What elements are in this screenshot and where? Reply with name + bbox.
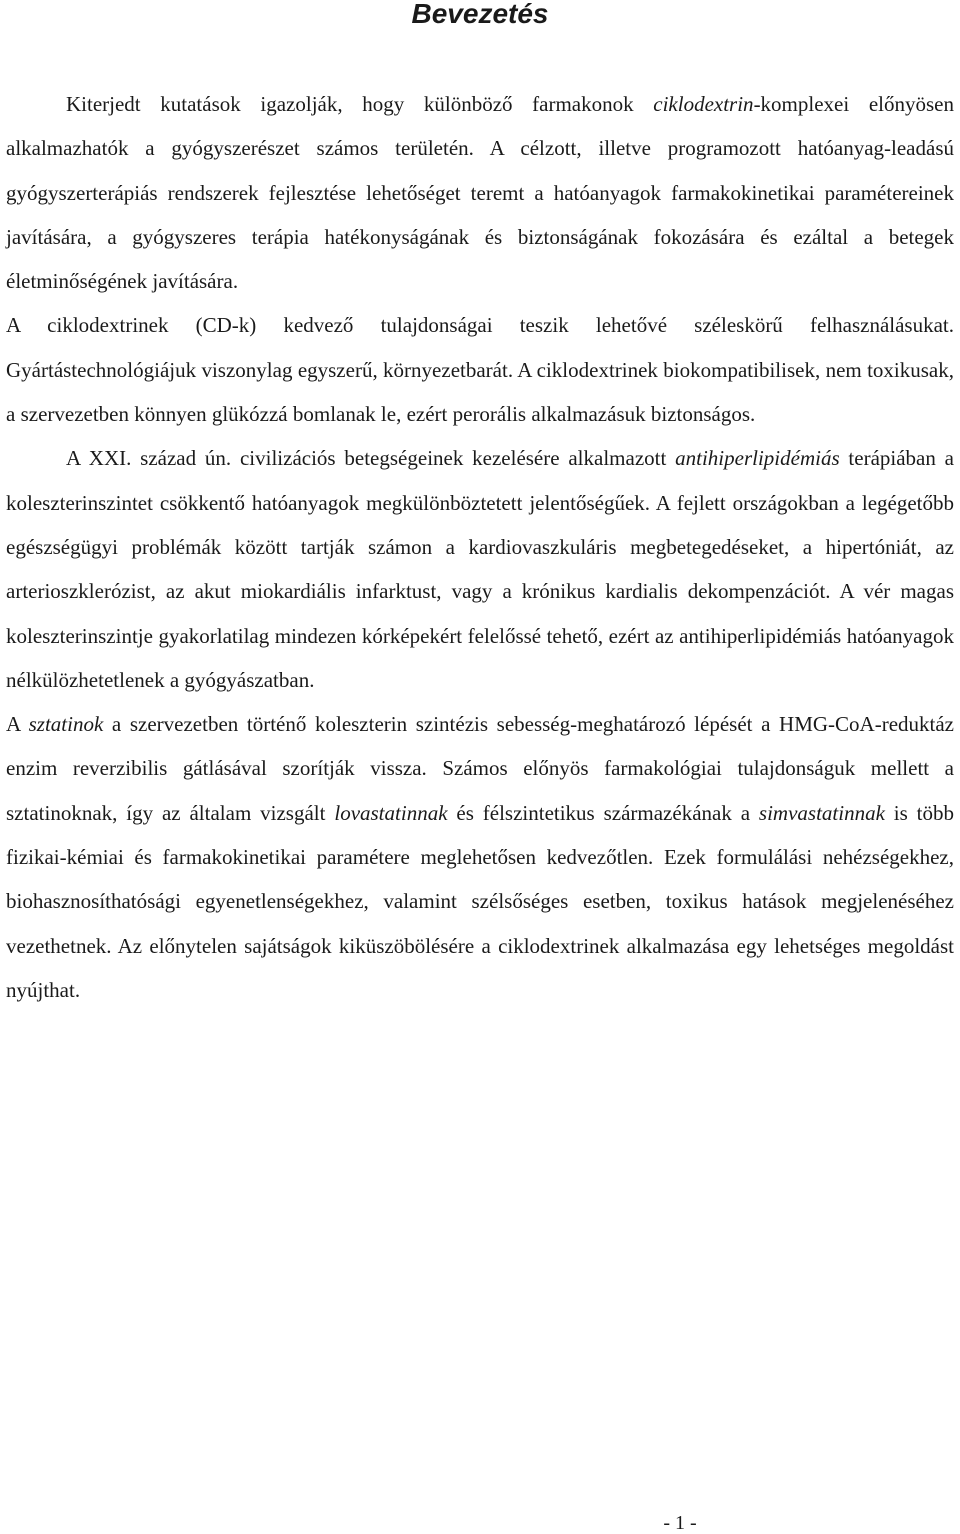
paragraph-1 (6, 82, 954, 303)
text-segment: és félszintetikus származékának a (447, 800, 759, 825)
text-segment-italic: antihiperlipidémiás (675, 446, 840, 471)
page-number: - 1 - (663, 1512, 697, 1534)
text-segment: A ciklodextrinek (CD-k) kedvező tulajdonságai teszik lehetővé széleskörű felhasználásukat. Gyártástechnológiájuk viszonylag egyszerű, környezetbarát. A ciklodextrinek biokompatibilisek, nem toxikusak, a szervezetben könnyen glükózzá bomlanak le, ezért perorális alkalmazásuk biztonságos. (6, 313, 954, 427)
page-title: Bevezetés (411, 0, 549, 29)
text-segment: terápiában a koleszterinszintet csökkentő hatóanyagok megkülönböztetett jelentőségűek. A fejlett országokban a legégetőbb egészségügyi problémák között tartják számon a kardiovaszkuláris megbetegedéseket, a hipertóniát, az arterioszklerózist, az akut miokardiális infarktust, vagy a krónikus kardialis dekompenzációt. A vér magas koleszterinszintje gyakorlatilag mindezen kórképekért felelőssé tehető, ezért az antihiperlipidémiás hatóanyagok nélkülözhetetlenek a gyógyászatban. (6, 446, 954, 692)
paragraph-3 (6, 436, 954, 702)
text-segment: A XXI. század ún. civilizációs betegségeinek kezelésére alkalmazott (66, 446, 676, 471)
text-segment: -komplexei előnyösen alkalmazhatók a gyógyszerészet számos területén. A célzott, illetve programozott hatóanyag-leadású gyógyszerterápiás rendszerek fejlesztése lehetőséget teremt a hatóanyagok farmakokinetikai paramétereinek javítására, a gyógyszeres terápia hatékonyságának és biztonságának fokozására és ezáltal a betegek életminőségének javítására. (6, 92, 954, 294)
text-segment-italic: simvastatinnak (758, 800, 885, 825)
text-segment-italic: lovastatinnak (334, 800, 448, 825)
text-segment: a szervezetben történő koleszterin szintézis sebesség-meghatározó lépését a HMG-CoA-reduktáz enzim reverzibilis gátlásával szorítják vissza. Számos előnyös farmakológiai tulajdonságuk mellett a sztatinoknak, így az általam vizsgált (6, 712, 954, 825)
paragraph-4 (6, 702, 954, 1012)
document-body (6, 82, 954, 1012)
text-segment: Kiterjedt kutatások igazolják, hogy különböző farmakonok (66, 92, 654, 116)
text-segment-italic: sztatinok (28, 712, 104, 737)
text-segment-italic: ciklodextrin (653, 92, 754, 116)
text-segment: is több fizikai-kémiai és farmakokinetikai paramétere meglehetősen kedvezőtlen. Ezek formulálási nehézségekhez, biohasznosíthatósági egyenetlenségekhez, valamint szélsőséges esetben, toxikus hatások megjelenéséhez vezethetnek. Az előnytelen sajátságok kiküszöbölésére a ciklodextrinek alkalmazása egy lehetséges megoldást nyújthat. (6, 800, 955, 1002)
paragraph-2 (6, 303, 954, 436)
text-segment: A (6, 712, 29, 737)
